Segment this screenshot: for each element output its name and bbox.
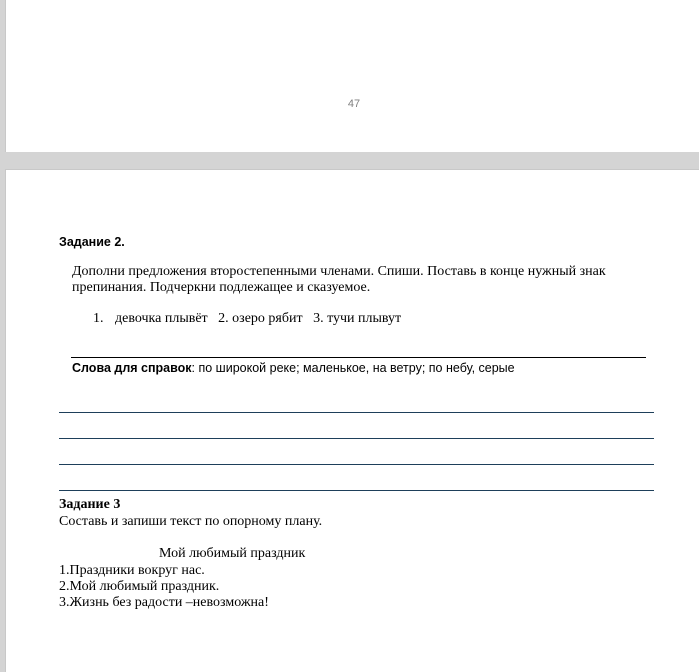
reference-words-line (72, 361, 515, 375)
task2-instruction-line1: Дополни предложения второстепенными членами. Спиши. Поставь в конце нужный знак (72, 264, 606, 279)
writing-line (59, 490, 654, 491)
task2-heading: Задание 2. (59, 235, 125, 249)
plan-item: 2.Мой любимый праздник. (59, 579, 220, 594)
reference-words: по широкой реке; маленькое, на ветру; по небу, серые (195, 361, 515, 375)
writing-line (59, 438, 654, 439)
reference-label: Слова для справок (72, 361, 192, 375)
writing-line (59, 464, 654, 465)
task2-instruction-line2: препинания. Подчеркни подлежащее и сказуемое. (72, 280, 371, 295)
task3-instruction: Составь и запиши текст по опорному плану. (59, 514, 323, 529)
reference-colon: : (191, 361, 196, 375)
answer-line (71, 357, 646, 358)
plan-item: 1.Праздники вокруг нас. (59, 563, 205, 578)
previous-page (5, 0, 699, 152)
plan-item: 3.Жизнь без радости –невозможна! (59, 595, 269, 610)
task3-heading: Задание 3 (59, 497, 121, 512)
task2-items-text: девочка плывёт 2. озеро рябит 3. тучи плывут (115, 311, 402, 326)
task2-items-list (93, 311, 401, 327)
list-marker: 1. (93, 311, 104, 326)
writing-line (59, 412, 654, 413)
plan-title: Мой любимый праздник (159, 546, 306, 561)
page-number: 47 (347, 98, 361, 110)
